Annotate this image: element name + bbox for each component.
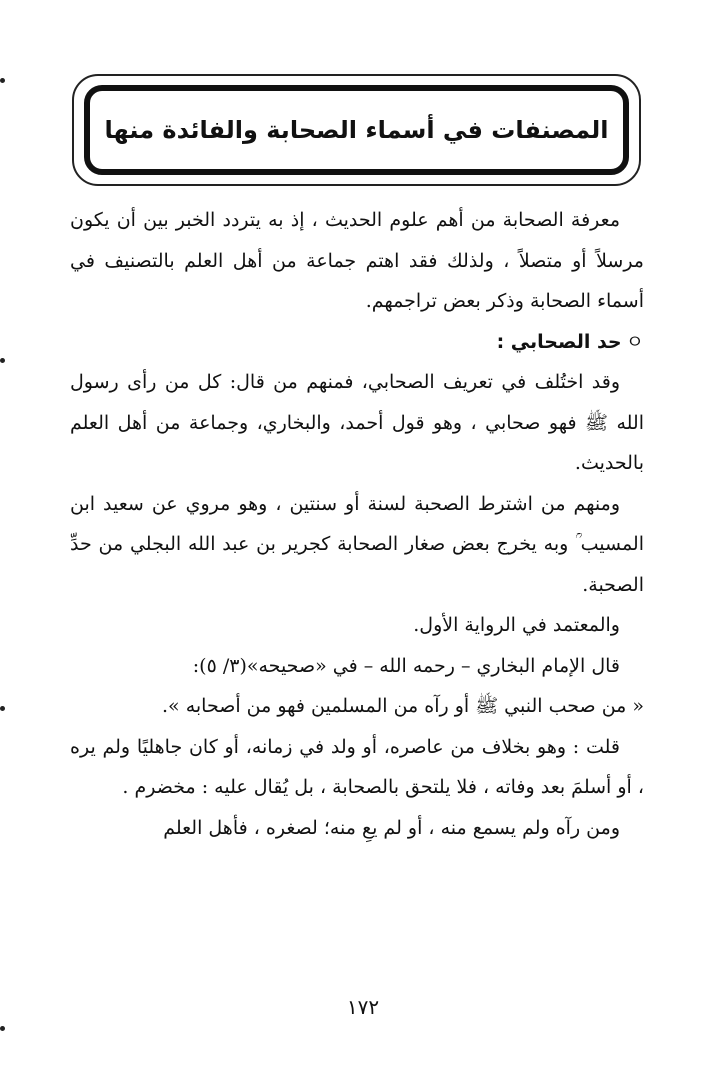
- subheading: [70, 322, 644, 363]
- chapter-title: المصنفات في أسماء الصحابة والفائدة منها: [104, 116, 609, 144]
- chapter-title-frame: [72, 74, 641, 186]
- edge-mark: [0, 78, 5, 83]
- subheading-text: حد الصحابي :: [496, 330, 622, 353]
- edge-mark: [0, 706, 5, 711]
- paragraph-definition: وقد اختُلف في تعريف الصحابي، فمنهم من قال: كل من رأى رسول الله ﷺ فهو صحابي ، وهو قول أحمد، والبخاري، وجماعة من أهل العلم بالحديث.: [70, 371, 644, 474]
- edge-mark: [0, 1026, 5, 1031]
- quote-line: « من صحب النبي ﷺ أو رآه من المسلمين فهو من أصحابه ».: [162, 695, 644, 717]
- page-number: ١٧٢: [346, 995, 380, 1019]
- circle-marker-icon: ㅇ: [625, 330, 644, 353]
- paragraph-reliance: والمعتمد في الرواية الأول.: [413, 614, 620, 636]
- edge-mark: [0, 358, 5, 363]
- paragraph-continuation: ومن رآه ولم يسمع منه ، أو لم يعِ منه؛ لصغره ، فأهل العلم: [163, 816, 620, 839]
- body-text: [70, 200, 644, 848]
- paragraph-intro: معرفة الصحابة من أهم علوم الحديث ، إذ به يتردد الخبر بين أن يكون مرسلاً أو متصلاً ، ولذلك فقد اهتم جماعة من أهل العلم بالتصنيف في أسماء الصحابة وذكر بعض تراجمهم.: [70, 209, 644, 312]
- paragraph-note: قلت : وهو بخلاف من عاصره، أو ولد في زمانه، أو كان جاهليًا ولم يره ، أو أسلمَ بعد وفاته ، فلا يلتحق بالصحابة ، بل يُقال عليه : مخضرم .: [70, 735, 644, 798]
- paragraph-bukhari: قال الإمام البخاري – رحمه الله – في «صحيحه»(٣/ ٥):: [192, 654, 620, 677]
- paragraph-condition: ومنهم من اشترط الصحبة لسنة أو سنتين ، وهو مروي عن سعيد ابن المسيب ؒ وبه يخرج بعض صغار الصحابة كجرير بن عبد الله البجلي من حدِّ الصحبة.: [70, 492, 644, 596]
- chapter-title-box: [84, 85, 629, 175]
